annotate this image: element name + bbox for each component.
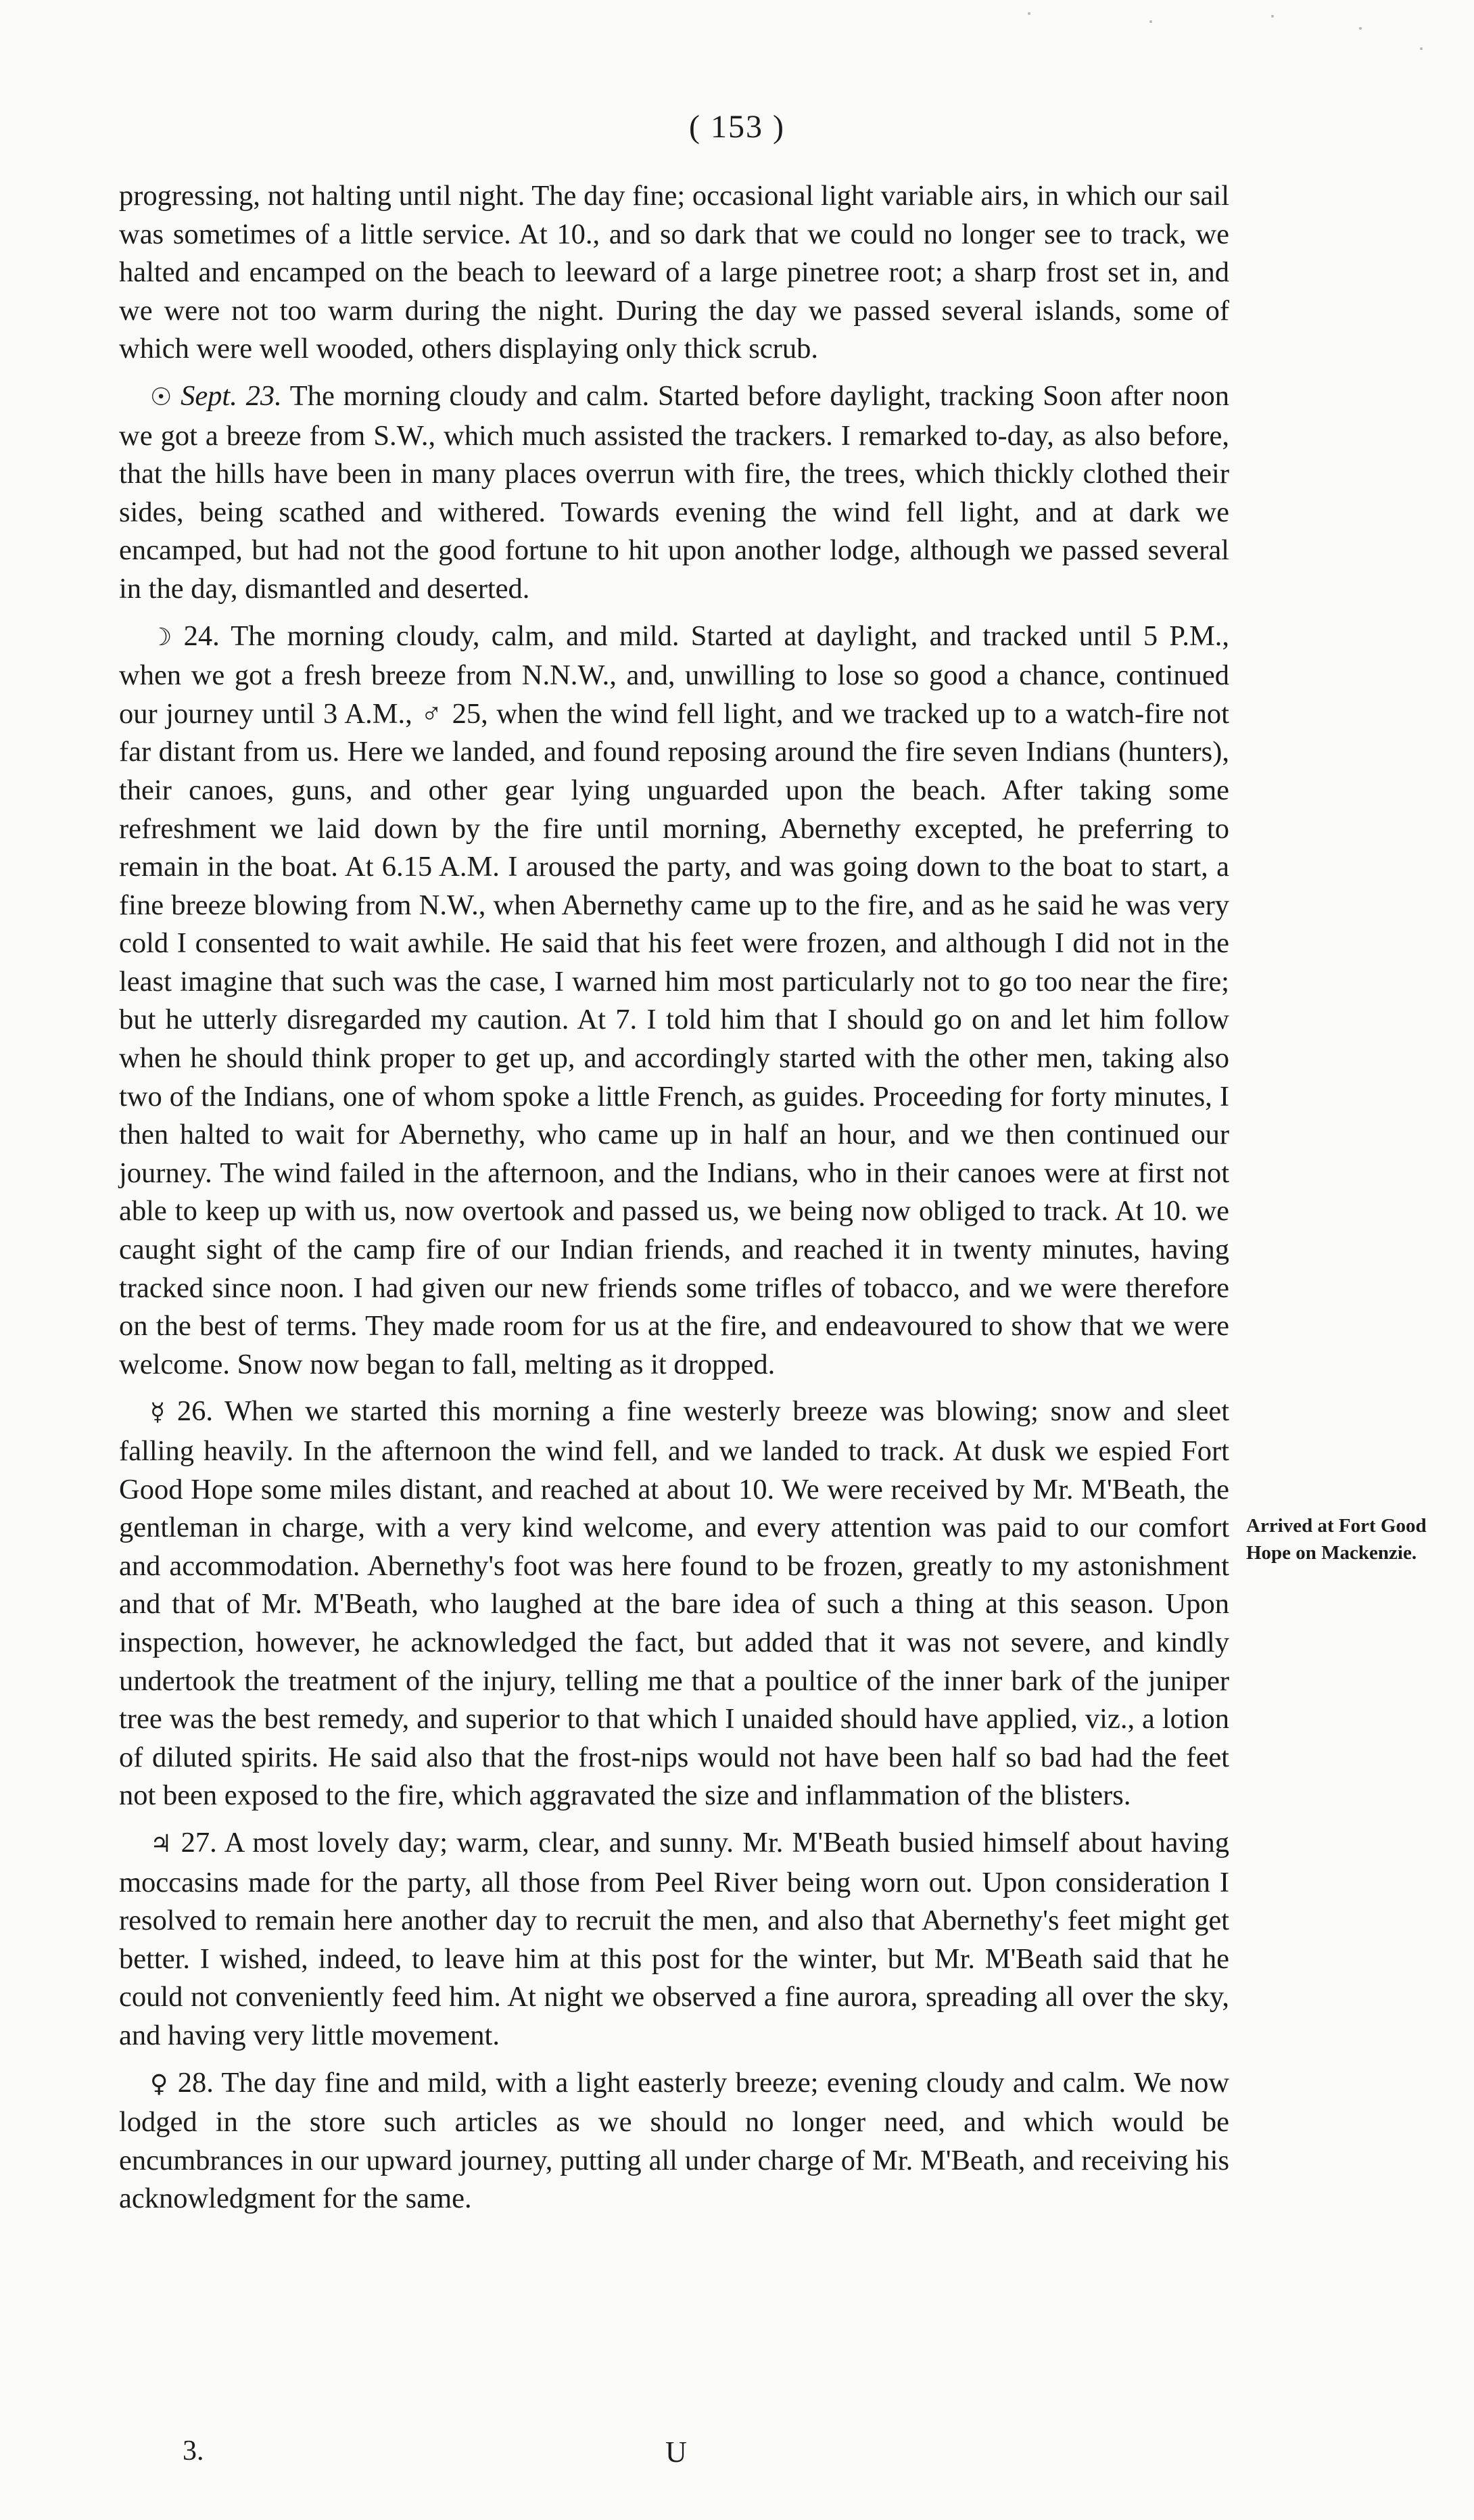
- paragraph-text: A most lovely day; warm, clear, and sunny. Mr. M'Beath busied himself about having moccasins made for the party, all those from Peel River being worn out. Upon consideration I resolved to remain here another day to recruit the men, and also that Abernethy's feet might get better. I wished, indeed, to leave him at this post for the winter, but Mr. M'Beath said that he could not conveniently feed him. At night we observed a fine aurora, spreading all over the sky, and having very little movement.: [119, 1826, 1230, 2051]
- sunday-symbol-icon: ☉: [150, 383, 172, 411]
- date-lead: Sept. 23.: [181, 379, 282, 412]
- paragraph-text: The morning cloudy, calm, and mild. Started at daylight, and tracked until 5 P.M., when we got a fresh breeze from N.N.W., and, unwilling to lose so good a chance, continued our journey until 3 A.M., ♂ 25, when the wind fell light, and we tracked up to a watch-fire not far distant from us. Here we landed, and found reposing around the fire seven Indians (hunters), their canoes, guns, and other gear lying unguarded upon the beach. After taking some refreshment we laid down by the fire until morning, Abernethy excepted, he preferring to remain in the boat. At 6.15 A.M. I aroused the party, and was going down to the boat to start, a fine breeze blowing from N.W., when Abernethy came up to the fire, and as he said he was very cold I consented to wait awhile. He said that his feet were frozen, and although I did not in the least imagine that such was the case, I warned him most particularly not to go too near the fire; but he utterly disregarded my caution. At 7. I told him that I should go on and let him follow when he should think proper to get up, and accordingly started with the other men, taking also two of the Indians, one of whom spoke a little French, as guides. Proceeding for forty minutes, I then halted to wait for Abernethy, who came up in half an hour, and we then continued our journey. The wind failed in the afternoon, and the Indians, who in their canoes were at first not able to keep up with us, now overtook and passed us, we being now obliged to track. At 10. we caught sight of the camp fire of our Indian friends, and reached it in twenty minutes, having tracked since noon. I had given our new friends some trifles of tobacco, and we were therefore on the best of terms. They made room for us at the fire, and endeavoured to show that we were welcome. Snow now began to fall, melting as it dropped.: [119, 620, 1229, 1380]
- scan-speck: [1420, 47, 1423, 50]
- paragraph-text: The day fine and mild, with a light easterly breeze; evening cloudy and calm. We now lodged in the store such articles as we should no longer need, and which would be encumbrances in our upward journey, putting all under charge of Mr. M'Beath, and receiving his acknowledgment for the same.: [119, 2066, 1230, 2215]
- page-number: ( 153 ): [689, 109, 785, 145]
- footer-letter: U: [665, 2435, 687, 2469]
- scan-speck: [1028, 12, 1030, 15]
- paragraph-3: [119, 617, 1229, 1384]
- date-lead: 27.: [181, 1826, 217, 1859]
- date-lead: 28.: [177, 2066, 214, 2099]
- signature-mark: 3.: [183, 2435, 204, 2467]
- wednesday-symbol-icon: ☿: [150, 1399, 166, 1427]
- paragraph-6: [119, 2064, 1229, 2218]
- monday-symbol-icon: ☽: [150, 623, 172, 651]
- paragraph-text: The morning cloudy and calm. Started before daylight, tracking Soon after noon we got a breeze from S.W., which much assisted the trackers. I remarked to-day, as also before, that the hills have been in many places overrun with fire, the trees, which thickly clothed their sides, being scathed and withered. Towards evening the wind fell light, and at dark we encamped, but had not the good fortune to hit upon another lodge, although we passed several in the day, dismantled and deserted.: [119, 379, 1229, 605]
- body-text: [119, 177, 1229, 2218]
- paragraph-1: [119, 177, 1229, 369]
- paragraph-text: When we started this morning a fine westerly breeze was blowing; snow and sleet falling heavily. In the afternoon the wind fell, and we landed to track. At dusk we espied Fort Good Hope some miles distant, and reached at about 10. We were received by Mr. M'Beath, the gentleman in charge, with a very kind welcome, and every attention was paid to our comfort and accommodation. Abernethy's foot was here found to be frozen, greatly to my astonishment and that of Mr. M'Beath, who laughed at the bare idea of such a thing at this season. Upon inspection, however, he acknowledged the fact, but added that it was not severe, and kindly undertook the treatment of the injury, telling me that a poultice of the inner bark of the juniper tree was the best remedy, and superior to that which I unaided should have applied, viz., a lotion of diluted spirits. He said also that the frost-nips would not have been half so bad had the feet not been exposed to the fire, which aggravated the size and inflammation of the blisters.: [119, 1395, 1230, 1812]
- scan-speck: [1149, 20, 1152, 23]
- paragraph-5: [119, 1824, 1229, 2055]
- scan-speck: [1359, 27, 1362, 30]
- paragraph-2: [119, 377, 1229, 609]
- paragraph-4: [119, 1393, 1229, 1815]
- scan-speck: [1271, 15, 1274, 18]
- friday-symbol-icon: ♀: [150, 2070, 170, 2098]
- thursday-symbol-icon: ♃: [150, 1829, 172, 1858]
- margin-note: Arrived at Fort Good Hope on Mackenzie.: [1246, 1515, 1427, 1564]
- date-lead: 24.: [183, 620, 220, 652]
- date-lead: 26.: [176, 1395, 213, 1428]
- paragraph-text: progressing, not halting until night. The day fine; occasional light variable airs, in which our sail was sometimes of a little service. At 10., and so dark that we could no longer see to track, we halted and encamped on the beach to leeward of a large pinetree root; a sharp frost set in, and we were not too warm during the night. During the day we passed several islands, some of which were well wooded, others displaying only thick scrub.: [119, 180, 1229, 365]
